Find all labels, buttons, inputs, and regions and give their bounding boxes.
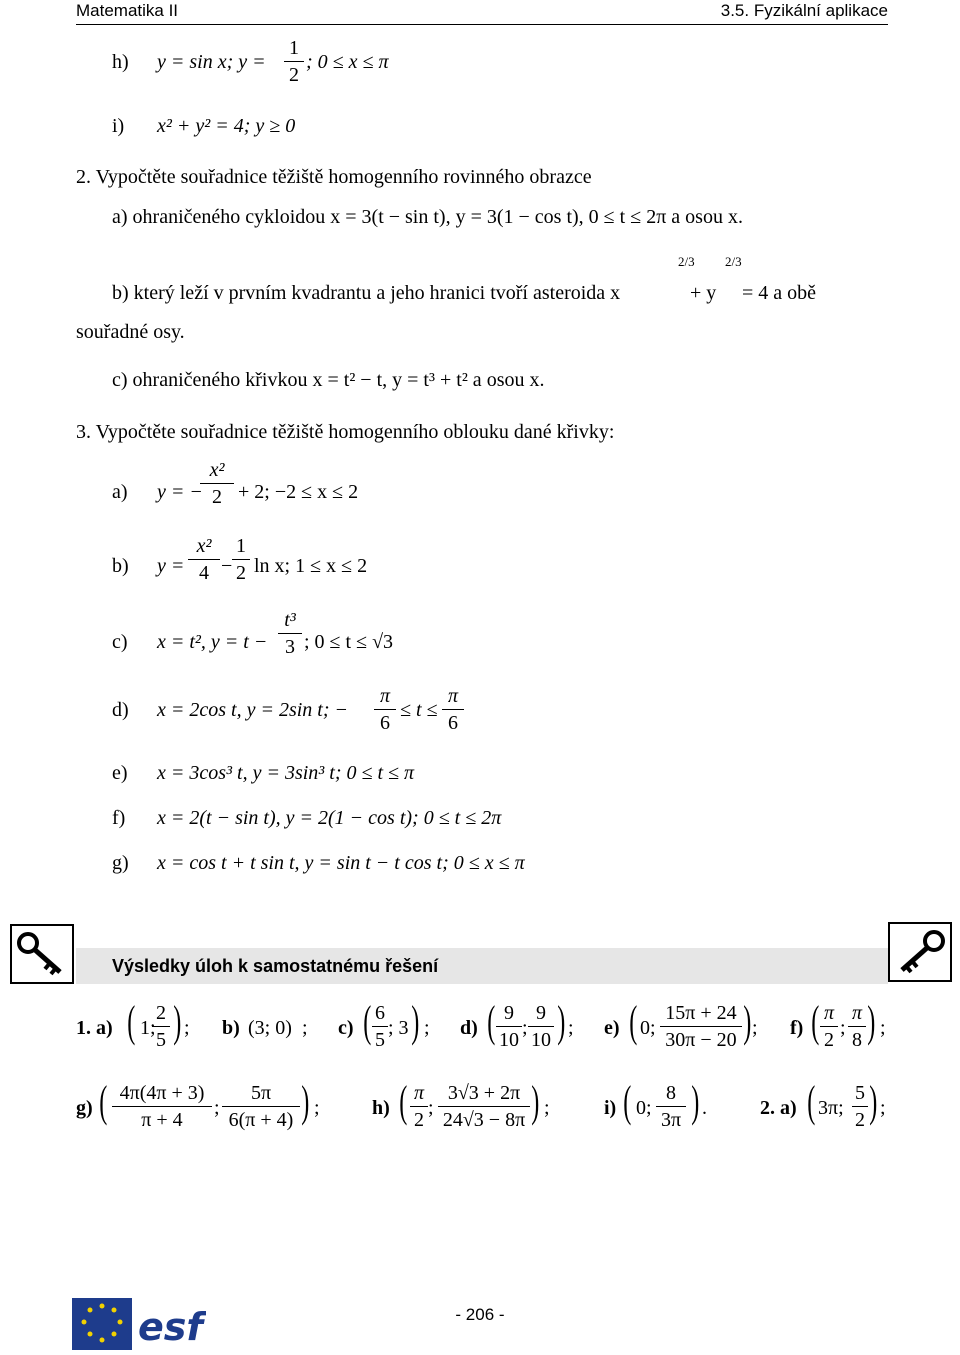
res-1d-frac1: 9 10 [496,1003,522,1050]
page-header [76,0,888,25]
res-1e-label: e) [604,1017,620,1039]
res-1h-label: h) [372,1097,390,1119]
res-1d-lparen: ( [487,997,496,1046]
ex3-c-tail: ; 0 ≤ t ≤ √3 [304,631,394,653]
ex2-b-end: = 4 a obě [742,282,817,304]
ex3-c-pre: x = t², y = t − [157,631,268,653]
res-1i-label: i) [604,1097,617,1119]
res-1g-lparen: ( [99,1077,108,1126]
res-2a-lparen: ( [807,1077,816,1126]
res-sep: ; [522,1017,528,1039]
res-1a-lparen: ( [127,997,136,1046]
ex2-b: b) který leží v prvním kvadrantu a jeho hranici tvoří asteroida x [112,282,621,304]
ex3-d-frac2: π 6 [442,686,464,733]
res-1a-label: 1. a) [76,1017,113,1039]
ex3-e-eq: x = 3cos³ t, y = 3sin³ t; 0 ≤ t ≤ π [157,762,415,784]
res-sep: ; [752,1017,758,1039]
ex3-d-label: d) [112,699,129,721]
res-1g-frac2: 5π 6(π + 4) [222,1083,300,1130]
header-left: Matematika II [76,1,179,20]
res-1c-frac: 6 5 [372,1003,388,1050]
res-1i-lparen: ( [623,1077,632,1126]
key-icon [888,922,952,982]
res-1h-lparen: ( [399,1077,408,1126]
res-1f-frac2: π 8 [848,1003,866,1050]
res-1g-rparen: ) [301,1077,310,1126]
item-i-eq: x² + y² = 4; y ≥ 0 [157,115,296,137]
res-1a-rparen: ) [173,997,182,1046]
ex3-e-label: e) [112,762,128,784]
ex3-d-frac1: π 6 [374,686,396,733]
res-1a-pre: 1; [140,1017,156,1039]
res-1d-label: d) [460,1017,478,1039]
res-sep: ; [314,1097,320,1119]
item-h-label: h) [112,51,129,73]
ex3-d-pre: x = 2cos t, y = 2sin t; − [157,699,349,721]
res-1f-rparen: ) [867,997,876,1046]
ex3-b-frac1: x² 4 [188,536,220,583]
res-1i-rparen: ) [691,1077,700,1126]
res-1h-frac1: π 2 [410,1083,428,1130]
results-bar [76,948,888,984]
res-sep: ; [214,1097,220,1119]
res-sep: . [702,1097,707,1119]
res-1f-lparen: ( [811,997,820,1046]
res-1i-pre: 0; [636,1097,652,1119]
ex3-f-eq: x = 2(t − sin t), y = 2(1 − cos t); 0 ≤ t ≤ 2π [157,807,502,829]
ex3-c-label: c) [112,631,128,653]
item-h-tail: ; 0 ≤ x ≤ π [306,51,389,73]
res-1d-frac2: 9 10 [528,1003,554,1050]
res-2a-rparen: ) [869,1077,878,1126]
ex3-a-label: a) [112,481,128,503]
ex2-b-exp2: 2/3 [725,254,742,269]
res-sep: ; [568,1017,574,1039]
ex3-heading: 3. Vypočtěte souřadnice těžiště homogenního oblouku dané křivky: [76,421,615,443]
res-2a-label: 2. a) [760,1097,797,1119]
results-title: Výsledky úloh k samostatnému řešení [112,956,439,976]
item-h-eq: y = sin x; y = [157,51,266,73]
res-1c-lparen: ( [363,997,372,1046]
res-sep: ; [302,1017,308,1039]
res-sep: ; [428,1097,434,1119]
res-1e-lparen: ( [629,997,638,1046]
item-i-label: i) [112,115,125,137]
res-1c-tail: ; 3 [388,1017,409,1039]
res-2a-pre: 3π; [818,1097,844,1119]
ex2-b-line2: souřadné osy. [76,321,185,343]
res-1b-val: (3; 0) [248,1017,292,1039]
key-icon [10,924,74,984]
res-sep: ; [840,1017,846,1039]
item-h-frac: 1 2 [284,38,304,85]
header-right: 3.5. Fyzikální aplikace [720,1,888,20]
ex3-g-label: g) [112,852,129,874]
res-sep: ; [184,1017,190,1039]
res-sep: ; [880,1017,886,1039]
res-sep: ; [424,1017,430,1039]
ex2-a: a) ohraničeného cykloidou x = 3(t − sin t), y = 3(1 − cos t), 0 ≤ t ≤ 2π a osou x. [112,206,743,228]
ex3-a-tail: + 2; −2 ≤ x ≤ 2 [238,481,359,503]
res-sep: ; [880,1097,886,1119]
res-1c-rparen: ) [411,997,420,1046]
res-1a-frac: 2 5 [152,1003,170,1050]
ex3-f-label: f) [112,807,126,829]
ex3-g-eq: x = cos t + t sin t, y = sin t − t cos t; 0 ≤ x ≤ π [157,852,525,874]
ex3-b-label: b) [112,555,129,577]
ex3-b-tail: ln x; 1 ≤ x ≤ 2 [254,555,368,577]
ex2-heading: 2. Vypočtěte souřadnice těžiště homogenního rovinného obrazce [76,166,592,188]
res-1e-rparen: ) [743,997,752,1046]
ex3-b-frac2: 1 2 [232,536,250,583]
ex2-b-mid: + y [690,282,717,304]
res-1e-frac: 15π + 24 30π − 20 [660,1003,742,1050]
res-1e-pre: 0; [640,1017,656,1039]
ex3-b-pre: y = [157,555,185,577]
res-1g-frac1: 4π(4π + 3) π + 4 [112,1083,212,1130]
esf-logo-text: esf [138,1305,203,1349]
res-1i-frac: 8 3π [656,1083,686,1130]
ex2-c: c) ohraničeného křivkou x = t² − t, y = t³ + t² a osou x. [112,369,545,391]
ex3-a-pre: y = − [157,481,203,503]
ex3-d-mid: ≤ t ≤ [400,699,438,721]
res-1b-label: b) [222,1017,240,1039]
res-1c-label: c) [338,1017,354,1039]
res-1f-label: f) [790,1017,804,1039]
res-1h-rparen: ) [531,1077,540,1126]
ex3-a-frac: x² 2 [200,460,234,507]
ex3-b-mid: − [221,555,233,577]
res-2a-frac: 5 2 [852,1083,868,1130]
res-1g-label: g) [76,1097,93,1119]
res-1d-rparen: ) [557,997,566,1046]
ex3-c-frac: t³ 3 [278,610,302,657]
res-1h-frac2: 3√3 + 2π 24√3 − 8π [438,1083,530,1130]
ex2-b-exp1: 2/3 [678,254,695,269]
res-1f-frac1: π 2 [820,1003,838,1050]
page-number: - 206 - [455,1305,505,1324]
res-sep: ; [544,1097,550,1119]
